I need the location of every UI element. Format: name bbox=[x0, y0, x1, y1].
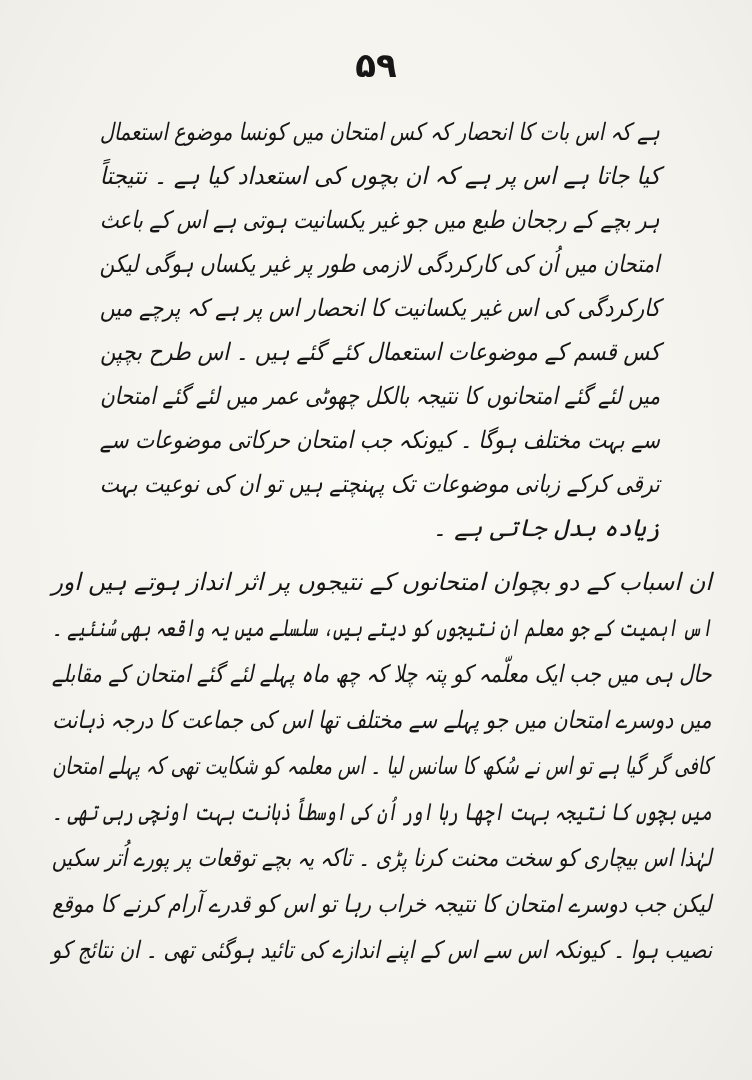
text-line: ہے کہ اس بات کا انحصار کہ کس امتحان میں کونسا موضوع استعمال bbox=[100, 118, 660, 146]
text-line: ان اسباب کے دو بچوان امتحانوں کے نتیجوں پر اثر انداز ہوتے ہیں اور bbox=[51, 568, 712, 596]
text-line: لہٰذا اس بیچاری کو سخت محنت کرنا پڑی ۔ تاکہ یہ بچے توقعات پر پورے اُتر سکیں bbox=[51, 844, 712, 872]
text-line: اس اہمیت کے جو معلم ان نتیجوں کو دیتے ہیں، سلسلے میں یہ واقعہ بھی سُنئیے ۔ bbox=[52, 614, 712, 642]
text-line: ہر بچے کے رجحان طبع میں جو غیر یکسانیت ہوتی ہے اس کے باعث bbox=[100, 206, 660, 234]
text-line: کس قسم کے موضوعات استعمال کئے گئے ہیں ۔ اس طرح بچپن bbox=[99, 338, 660, 366]
text-line: حال ہی میں جب ایک معلّمہ کو پتہ چلا کہ چھ ماہ پہلے لئے گئے امتحان کے مقابلے bbox=[52, 660, 712, 688]
text-line: میں بچوں کا نتیجہ بہت اچھا رہا اور اُن کی اوسطاً ذہانت بہت اونچی رہی تھی ۔ bbox=[52, 798, 712, 826]
text-line: کارکردگی کی اس غیر یکسانیت کا انحصار اس پر ہے کہ پرچے میں bbox=[99, 294, 660, 322]
text-line: کیا جاتا ہے اس پر ہے کہ ان بچوں کی استعداد کیا ہے ۔ نتیجتاً bbox=[99, 162, 660, 190]
text-line: نصیب ہوا ۔ کیونکہ اس سے اس کے اپنے اندازے کی تائید ہوگئی تھی ۔ ان نتائج کو bbox=[51, 936, 712, 964]
text-line: ترقی کرکے زبانی موضوعات تک پہنچتے ہیں تو ان کی نوعیت بہت bbox=[99, 470, 660, 498]
text-line: زیادہ بدل جاتی ہے ۔ bbox=[432, 514, 660, 542]
text-line: میں لئے گئے امتحانوں کا نتیجہ بالکل چھوٹی عمر میں لئے گئے امتحان bbox=[100, 382, 660, 410]
text-line: لیکن جب دوسرے امتحان کا نتیجہ خراب رہا تو اس کو قدرے آرام کرنے کا موقع bbox=[52, 890, 712, 918]
text-line: سے بہت مختلف ہوگا ۔ کیونکہ جب امتحان حرکاتی موضوعات سے bbox=[99, 426, 660, 454]
page-number: ۵۹ bbox=[355, 46, 397, 86]
text-line: امتحان میں اُن کی کارکردگی لازمی طور پر غیر یکساں ہوگی لیکن bbox=[99, 250, 660, 278]
text-line: کافی گر گیا ہے تو اس نے سُکھ کا سانس لیا ۔ اس معلمہ کو شکایت تھی کہ پہلے امتحان bbox=[52, 752, 712, 780]
text-line: میں دوسرے امتحان میں جو پہلے سے مختلف تھا اس کی جماعت کا درجہ ذہانت bbox=[52, 706, 712, 734]
